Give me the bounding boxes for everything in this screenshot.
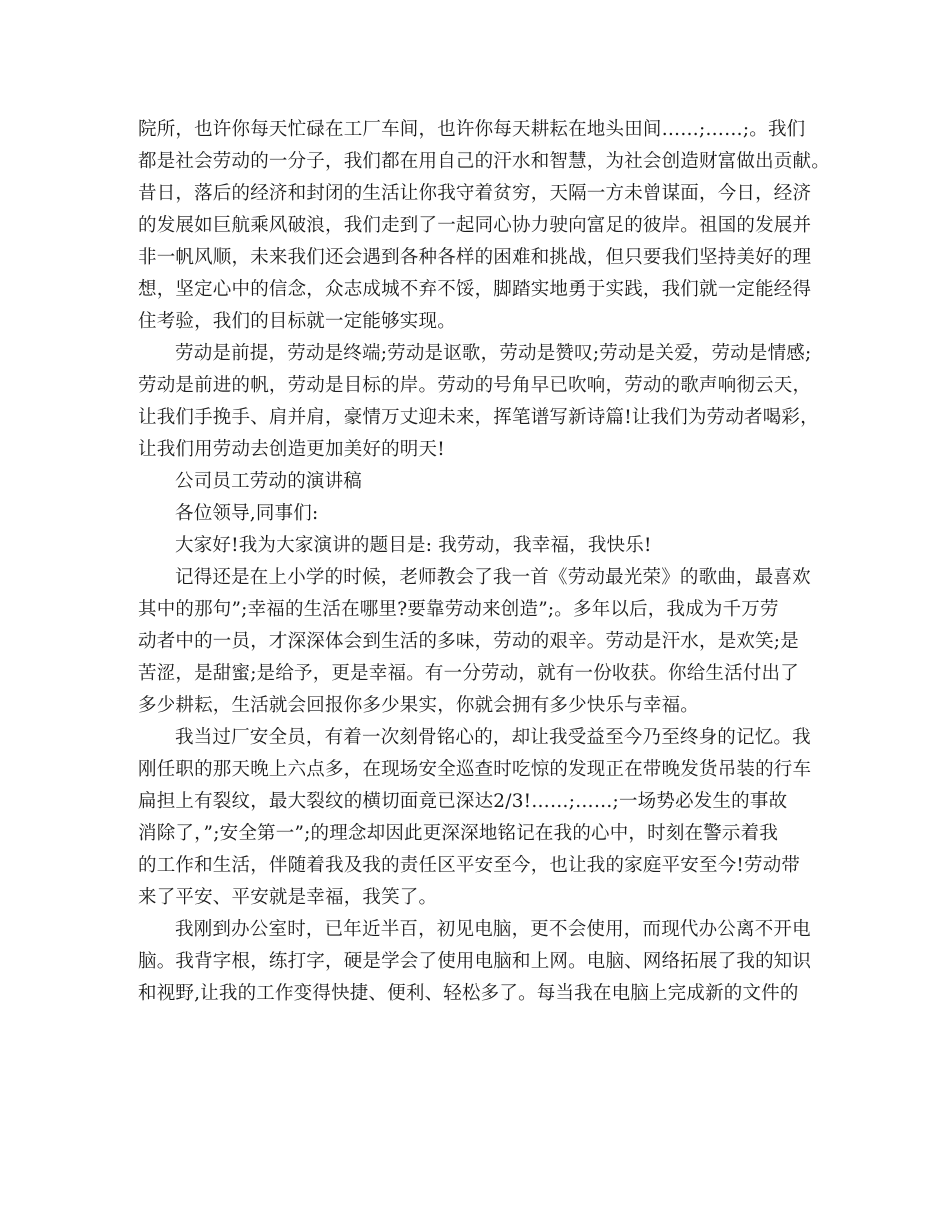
- text-line: 大家好!我为大家演讲的题目是: 我劳动，我幸福，我快乐!: [175, 535, 652, 556]
- text-line: 我刚到办公室时，已年近半百，初见电脑，更不会使用，而现代办公离不开电: [175, 919, 811, 940]
- text-line: 非一帆风顺，未来我们还会遇到各种各样的困难和挑战，但只要我们坚持美好的理: [138, 247, 812, 268]
- text-line: 院所，也许你每天忙碌在工厂车间，也许你每天耕耘在地头田间……;……;。我们: [138, 119, 806, 140]
- text-line: 让我们手挽手、肩并肩，豪情万丈迎未来，挥笔谱写新诗篇!让我们为劳动者喝彩，: [138, 407, 819, 428]
- text-line: 让我们用劳动去创造更加美好的明天!: [138, 439, 445, 460]
- text-line: 的发展如巨航乘风破浪，我们走到了一起同心协力驶向富足的彼岸。祖国的发展并: [138, 215, 812, 236]
- text-line: 刚任职的那天晚上六点多，在现场安全巡查时吃惊的发现正在带晚发货吊装的行车: [138, 759, 812, 780]
- text-line: 和视野,让我的工作变得快捷、便利、轻松多了。每当我在电脑上完成新的文件的: [138, 983, 799, 1004]
- text-line: 昔日，落后的经济和封闭的生活让你我守着贫穷，天隔一方未曾谋面，今日，经济: [138, 183, 812, 204]
- text-line: 记得还是在上小学的时候，老师教会了我一首《劳动最光荣》的歌曲，最喜欢: [175, 567, 811, 588]
- text-line: 的工作和生活，伴随着我及我的责任区平安至今，也让我的家庭平安至今!劳动带: [138, 855, 801, 876]
- text-line: 多少耕耘，生活就会回报你多少果实，你就会拥有多少快乐与幸福。: [138, 695, 700, 716]
- text-line: 都是社会劳动的一分子，我们都在用自己的汗水和智慧，为社会创造财富做出贡献。: [138, 151, 830, 172]
- text-line: 脑。我背字根，练打字，硬是学会了使用电脑和上网。电脑、网络拓展了我的知识: [138, 951, 812, 972]
- text-line: 想，坚定心中的信念，众志成城不弃不馁，脚踏实地勇于实践，我们就一定能经得: [138, 279, 812, 300]
- text-line: 住考验，我们的目标就一定能够实现。: [138, 311, 456, 332]
- text-line: 其中的那句”;幸福的生活在哪里?要靠劳动来创造”;。多年以后，我成为千万劳: [138, 599, 779, 620]
- text-line: 劳动是前进的帆，劳动是目标的岸。劳动的号角早已吹响，劳动的歌声响彻云天，: [138, 375, 812, 396]
- text-line: 消除了，”;安全第一”;的理念却因此更深深地铭记在我的心中，时刻在警示着我: [138, 823, 779, 844]
- text-line: 来了平安、平安就是幸福，我笑了。: [138, 887, 438, 908]
- text-line: 各位领导,同事们:: [175, 503, 319, 524]
- text-line: 公司员工劳动的演讲稿: [175, 471, 363, 492]
- text-line: 劳动是前提，劳动是终端;劳动是讴歌，劳动是赞叹;劳动是关爱，劳动是情感;: [175, 343, 812, 364]
- document-body: [138, 114, 828, 1010]
- text-line: 扁担上有裂纹，最大裂纹的横切面竟已深达2/3!……;……;一场势必发生的事故: [138, 791, 788, 812]
- text-line: 动者中的一员，才深深体会到生活的多味，劳动的艰辛。劳动是汗水，是欢笑;是: [138, 631, 799, 652]
- text-line: 我当过厂安全员，有着一次刻骨铭心的，却让我受益至今乃至终身的记忆。我: [175, 727, 811, 748]
- text-line: 苦涩，是甜蜜;是给予，更是幸福。有一分劳动，就有一份收获。你给生活付出了: [138, 663, 799, 684]
